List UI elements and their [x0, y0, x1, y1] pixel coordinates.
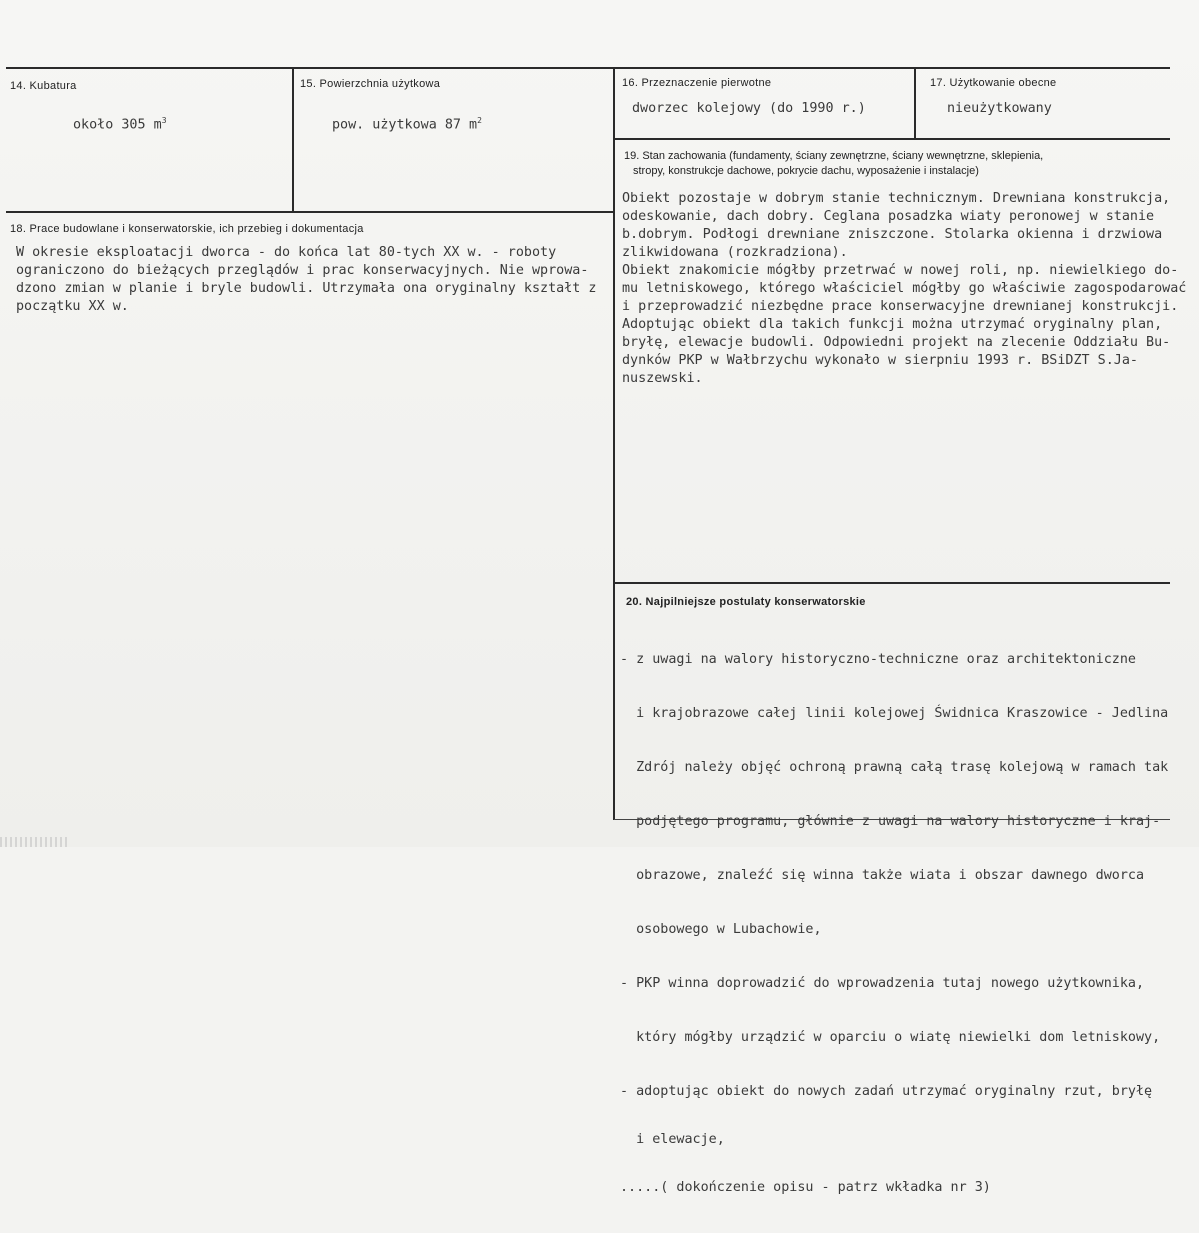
field-20-line: podjętego programu, głównie z uwagi na walory historyczne i kraj-	[620, 814, 1161, 829]
field-19-line: mu letniskowego, którego właściciel mógłby go właściwie zagospodarować	[622, 281, 1187, 296]
field-19-line: Adoptując obiekt dla takich funkcji można utrzymać oryginalny plan,	[622, 317, 1163, 332]
field-14-label: 14. Kubatura	[10, 80, 77, 92]
field-18-line: początku XX w.	[16, 299, 129, 314]
rule-14-18	[6, 211, 614, 213]
field-19-text	[622, 190, 1186, 388]
field-18-line: dzono zmian w planie i bryle budowli. Utrzymała ona oryginalny kształt z	[16, 281, 597, 296]
field-20-line: osobowego w Lubachowie,	[620, 922, 822, 937]
field-20-line: i krajobrazowe całej linii kolejowej Świdnica Kraszowice - Jedlina	[620, 706, 1169, 721]
field-20-line: .....( dokończenie opisu - patrz wkładka nr 3)	[620, 1180, 991, 1195]
field-20-line: i elewacje,	[620, 1132, 725, 1147]
field-19-line: odeskowanie, dach dobry. Ceglana posadzka wiaty peronowej w stanie	[622, 209, 1155, 224]
top-rule	[6, 67, 1170, 69]
field-20-line: - z uwagi na walory historyczno-techniczne oraz architektoniczne	[620, 652, 1136, 667]
field-19-line: nuszewski.	[622, 371, 703, 386]
field-19-line: i przeprowadzić niezbędne prace konserwacyjne drewnianej konstrukcji.	[622, 299, 1179, 314]
field-19-line: Obiekt pozostaje w dobrym stanie technicznym. Drewniana konstrukcja,	[622, 191, 1171, 206]
field-18-line: W okresie eksploatacji dworca - do końca lat 80-tych XX w. - roboty	[16, 245, 557, 260]
field-15-value: pow. użytkowa 87 $m^2$	[332, 116, 482, 133]
field-19-line: Obiekt znakomicie mógłby przetrwać w nowej roli, np. niewielkiego do-	[622, 263, 1179, 278]
field-14-value: około 305 $m^3$	[73, 116, 167, 133]
field-20-label: 20. Najpilniejsze postulaty konserwatorskie	[626, 596, 866, 608]
field-19-line: zlikwidowana (rozkradziona).	[622, 245, 848, 260]
field-15-label: 15. Powierzchnia użytkowa	[300, 78, 441, 90]
field-18-label: 18. Prace budowlane i konserwatorskie, ich przebieg i dokumentacja	[10, 223, 364, 235]
field-20-line: - PKP winna doprowadzić do wprowadzenia tutaj nowego użytkownika,	[620, 976, 1145, 991]
field-17-label: 17. Użytkowanie obecne	[930, 77, 1057, 89]
field-20-line: Zdrój należy objęć ochroną prawną całą trasę kolejową w ramach tak	[620, 760, 1169, 775]
field-20-line: obrazowe, znaleźć się winna także wiata i obszar dawnego dworca	[620, 868, 1145, 883]
divider-14-15	[292, 68, 294, 212]
field-16-label: 16. Przeznaczenie pierwotne	[622, 77, 772, 89]
field-17-value: nieużytkowany	[947, 101, 1052, 116]
field-19-label: 19. Stan zachowania (fundamenty, ściany zewnętrzne, ściany wewnętrzne, sklepienia, stropy, konstrukcje dachowe, pokrycie dachu, wyposażenie i instalacje)	[624, 150, 1044, 177]
rule-19-20	[614, 582, 1170, 584]
field-16-value: dworzec kolejowy (do 1990 r.)	[632, 101, 866, 116]
field-18-text	[16, 244, 596, 316]
divider-left-right	[613, 68, 615, 820]
field-19-line: dynków PKP w Wałbrzychu wykonało w sierpniu 1993 r. BSiDZT S.Ja-	[622, 353, 1138, 368]
rule-16-19	[614, 138, 1170, 140]
scan-artifact	[0, 837, 70, 847]
field-20-line: - adoptując obiekt do nowych zadań utrzymać oryginalny rzut, bryłę	[620, 1084, 1153, 1099]
field-20-text	[620, 615, 1168, 1233]
field-18-line: ograniczono do bieżących przeglądów i prac konserwacyjnych. Nie wprowa-	[16, 263, 589, 278]
field-20-line: który mógłby urządzić w oparciu o wiatę niewielki dom letniskowy,	[620, 1030, 1161, 1045]
divider-16-17	[914, 68, 916, 140]
field-19-line: bryłę, elewacje budowli. Odpowiedni projekt na zlecenie Oddziału Bu-	[622, 335, 1171, 350]
field-19-line: b.dobrym. Podłogi drewniane zniszczone. Stolarka okienna i drzwiowa	[622, 227, 1163, 242]
